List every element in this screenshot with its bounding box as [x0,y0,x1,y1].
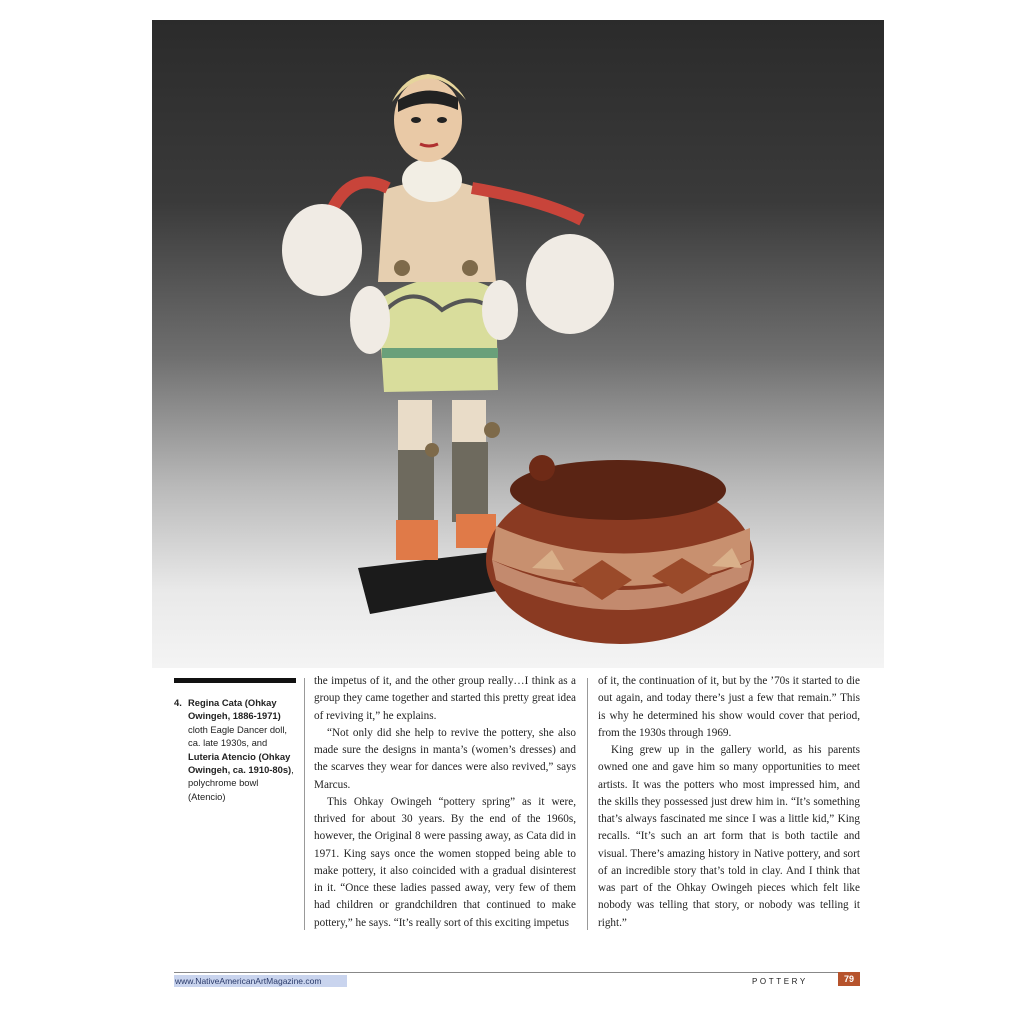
paragraph: This Ohkay Owingeh “pottery spring” as it were, thrived for about 30 years. By the end of the 1960s, however, the Original 8 were passing away, as Cata did in 1971. King says once the women stopped being able to make pottery, it also coincided with a gradual disinterest in it. “Once these ladies passed away, very few of them had children or grandchildren that continued to make pottery,” he says. “It’s really sort of this exciting impetus [314,795,576,929]
footer-rule [174,972,860,973]
paragraph: the impetus of it, and the other group really…I think as a group they came together and started this pretty great idea of reviving it,” he explains. [314,675,576,722]
paragraph: of it, the continuation of it, but by the ’70s it started to die out again, and today there’s just a few that remain.” This is why he determined his show would cover that period, from the 1930s through 1969. [598,675,860,739]
photo-caption [174,696,296,803]
article-column-1 [314,673,576,932]
footer-website-link[interactable]: www.NativeAmericanArtMagazine.com [174,975,347,987]
caption-artist-2: Luteria Atencio (Ohkay Owingeh, ca. 1910-80s) [188,750,292,776]
caption-rule [174,678,296,683]
footer-section-label: POTTERY [752,977,808,986]
caption-artist-1: Regina Cata (Ohkay Owingeh, 1886-1971) [188,697,281,722]
caption-text-2: , polychrome bowl (Atencio) [188,764,294,802]
article-column-2 [598,673,860,932]
caption-body [188,696,296,803]
caption-text-1: cloth Eagle Dancer doll, ca. late 1930s, and [188,723,288,749]
feature-photograph [152,20,884,668]
page-number: 79 [838,972,860,986]
paragraph: King grew up in the gallery world, as his parents owned one and gave him so many opportunities to meet artists. It was the potters who most impressed him, and the skills they possessed just drew him in. “It’s something that’s always fascinated me since I was a little kid,” King recalls. “It’s such an art form that is both tactile and visual. There’s amazing history in Native pottery, and sort of an incredible story that’s told in clay. And I think that was part of the Ohkay Owingeh pieces which felt like nobody was telling that story, or nobody was telling it right.” [598,744,860,929]
column-divider-right [587,678,588,930]
doll-and-bowl-illustration [152,20,884,668]
column-divider-left [304,678,305,930]
caption-number: 4. [174,697,182,708]
paragraph: “Not only did she help to revive the pottery, she also made sure the designs in manta’s (women’s dresses) and the scarves they wear for dances were also revived,” says Marcus. [314,726,576,791]
